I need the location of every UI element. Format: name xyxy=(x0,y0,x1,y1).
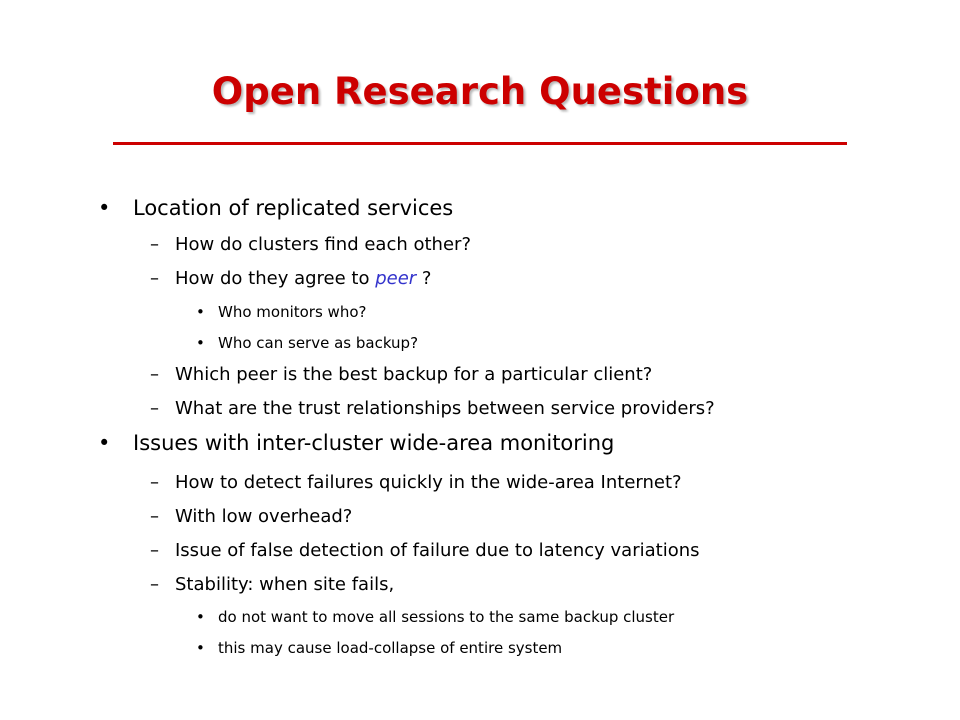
bullet-issues: Issues with inter-cluster wide-area monitoring xyxy=(133,431,615,455)
item-detect: How to detect failures quickly in the wide-area Internet? xyxy=(175,472,682,493)
peer-term: peer xyxy=(375,268,417,289)
item-trust: What are the trust relationships between service providers? xyxy=(175,398,715,419)
agree-peer-end: ? xyxy=(416,268,432,289)
bullet-icon: • xyxy=(196,608,205,626)
dash-icon: – xyxy=(150,398,159,419)
item-overhead: With low overhead? xyxy=(175,506,353,527)
item-stability: Stability: when site fails, xyxy=(175,574,395,595)
subitem-load-collapse: this may cause load-collapse of entire system xyxy=(218,639,563,657)
bullet-icon: • xyxy=(98,431,111,455)
dash-icon: – xyxy=(150,540,159,561)
subitem-move-sessions: do not want to move all sessions to the same backup cluster xyxy=(218,608,675,626)
item-find-clusters: How do clusters find each other? xyxy=(175,234,471,255)
item-agree-peer xyxy=(175,268,431,289)
bullet-location: Location of replicated services xyxy=(133,196,454,220)
dash-icon: – xyxy=(150,574,159,595)
subitem-backup: Who can serve as backup? xyxy=(218,334,419,352)
bullet-icon: • xyxy=(196,639,205,657)
dash-icon: – xyxy=(150,472,159,493)
item-false-detection: Issue of false detection of failure due to latency variations xyxy=(175,540,700,561)
bullet-icon: • xyxy=(196,303,205,321)
item-best-peer: Which peer is the best backup for a particular client? xyxy=(175,364,653,385)
bullet-icon: • xyxy=(196,334,205,352)
bullet-icon: • xyxy=(98,196,111,220)
subitem-monitors: Who monitors who? xyxy=(218,303,367,321)
title-underline xyxy=(113,142,847,145)
agree-peer-text: How do they agree to xyxy=(175,268,376,289)
dash-icon: – xyxy=(150,364,159,385)
slide-title: Open Research Questions xyxy=(211,70,749,113)
dash-icon: – xyxy=(150,506,159,527)
dash-icon: – xyxy=(150,268,159,289)
dash-icon: – xyxy=(150,234,159,255)
